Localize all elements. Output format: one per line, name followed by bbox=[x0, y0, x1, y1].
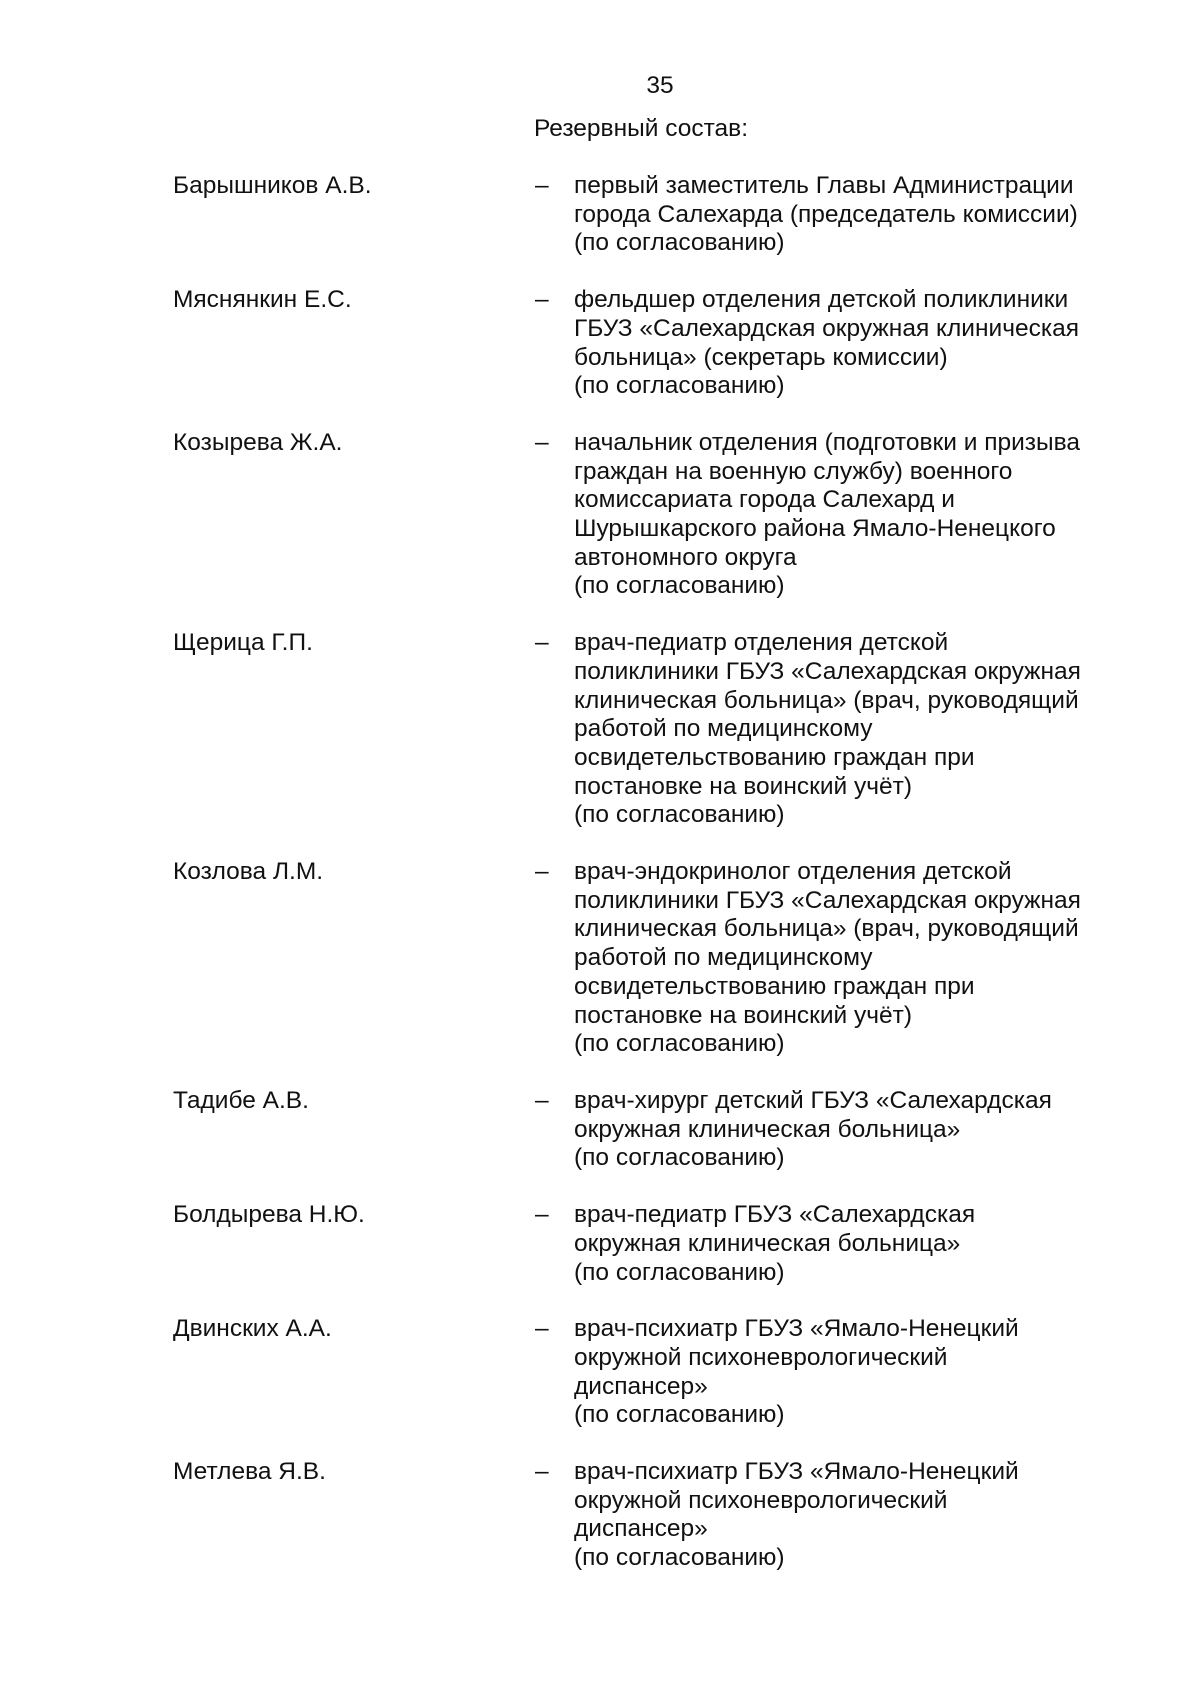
member-row bbox=[173, 858, 1133, 1059]
member-position-line: комиссариата города Салехард и bbox=[574, 486, 955, 514]
member-position bbox=[574, 286, 1133, 401]
dash-separator: – bbox=[535, 172, 549, 199]
member-position-line: врач-педиатр отделения детской bbox=[574, 629, 949, 657]
member-position-line: окружная клиническая больница» bbox=[574, 1229, 961, 1257]
member-name: Козлова Л.М. bbox=[173, 858, 324, 886]
page-number: 35 bbox=[646, 72, 674, 99]
member-position bbox=[574, 1458, 1133, 1573]
member-position bbox=[574, 1087, 1133, 1173]
member-position bbox=[574, 1315, 1133, 1430]
reserve-members-list bbox=[173, 172, 1133, 1601]
member-position-line: клиническая больница» (врач, руководящий bbox=[574, 686, 1079, 714]
member-position-line: (по согласованию) bbox=[574, 1144, 785, 1172]
dash-separator: – bbox=[535, 1201, 549, 1229]
member-position-line: окружная клиническая больница» bbox=[574, 1115, 961, 1143]
member-name: Мяснянкин Е.С. bbox=[173, 286, 352, 314]
member-name: Барышников А.В. bbox=[173, 172, 372, 199]
member-position-line: больница» (секретарь комиссии) bbox=[574, 343, 948, 371]
member-position-line: (по согласованию) bbox=[574, 372, 785, 400]
member-position-line: окружной психоневрологический bbox=[574, 1343, 948, 1371]
dash-separator: – bbox=[535, 428, 549, 456]
section-title: Резервный состав: bbox=[534, 115, 749, 142]
member-position-line: (по согласованию) bbox=[574, 572, 785, 600]
dash-separator: – bbox=[535, 1315, 549, 1343]
dash-separator: – bbox=[535, 1458, 549, 1486]
member-name: Козырева Ж.А. bbox=[173, 428, 343, 456]
member-name: Метлева Я.В. bbox=[173, 1458, 326, 1486]
member-position-line: (по согласованию) bbox=[574, 801, 785, 829]
member-position-line: фельдшер отделения детской поликлиники bbox=[574, 286, 1069, 314]
member-position-line: начальник отделения (подготовки и призыва bbox=[574, 428, 1080, 456]
member-position-line: постановке на воинский учёт) bbox=[574, 772, 913, 800]
member-position-line: постановке на воинский учёт) bbox=[574, 1001, 913, 1029]
dash-separator: – bbox=[535, 286, 549, 314]
member-position-line: Шурышкарского района Ямало-Ненецкого bbox=[574, 515, 1056, 543]
member-position-line: клиническая больница» (врач, руководящий bbox=[574, 915, 1079, 943]
member-position-line: врач-хирург детский ГБУЗ «Салехардская bbox=[574, 1086, 1052, 1114]
member-position-line: окружной психоневрологический bbox=[574, 1486, 948, 1514]
member-position-line: работой по медицинскому bbox=[574, 944, 873, 972]
member-position bbox=[574, 172, 1133, 258]
member-position-line: врач-педиатр ГБУЗ «Салехардская bbox=[574, 1201, 976, 1229]
dash-separator: – bbox=[535, 858, 549, 886]
member-position-line: освидетельствованию граждан при bbox=[574, 743, 975, 771]
member-row bbox=[173, 1087, 1133, 1173]
member-name: Болдырева Н.Ю. bbox=[173, 1201, 365, 1229]
member-row bbox=[173, 1458, 1133, 1573]
member-position bbox=[574, 858, 1133, 1059]
member-row bbox=[173, 1315, 1133, 1430]
member-position-line: города Салехарда (председатель комиссии) bbox=[574, 200, 1078, 228]
dash-separator: – bbox=[535, 1086, 549, 1114]
member-position-line: (по согласованию) bbox=[574, 1544, 785, 1572]
member-position-line: (по согласованию) bbox=[574, 1401, 785, 1429]
member-row bbox=[173, 429, 1133, 601]
member-position-line: диспансер» bbox=[574, 1515, 708, 1543]
member-position-line: поликлиники ГБУЗ «Салехардская окружная bbox=[574, 886, 1081, 914]
member-name: Щерица Г.П. bbox=[173, 629, 313, 657]
member-name: Тадибе А.В. bbox=[173, 1086, 309, 1114]
member-position-line: врач-психиатр ГБУЗ «Ямало-Ненецкий bbox=[574, 1458, 1019, 1486]
member-position-line: работой по медицинскому bbox=[574, 715, 873, 743]
member-position-line: (по согласованию) bbox=[574, 229, 785, 257]
member-position-line: поликлиники ГБУЗ «Салехардская окружная bbox=[574, 657, 1081, 685]
dash-separator: – bbox=[535, 629, 549, 657]
member-position-line: ГБУЗ «Салехардская окружная клиническая bbox=[574, 314, 1080, 342]
member-position bbox=[574, 429, 1133, 601]
member-position-line: (по согласованию) bbox=[574, 1030, 785, 1058]
member-row bbox=[173, 286, 1133, 401]
member-position bbox=[574, 1201, 1133, 1287]
member-position bbox=[574, 629, 1133, 830]
member-position-line: освидетельствованию граждан при bbox=[574, 972, 975, 1000]
member-row bbox=[173, 172, 1133, 258]
member-position-line: врач-психиатр ГБУЗ «Ямало-Ненецкий bbox=[574, 1315, 1019, 1343]
member-position-line: диспансер» bbox=[574, 1372, 708, 1400]
member-position-line: врач-эндокринолог отделения детской bbox=[574, 858, 1012, 886]
member-position-line: граждан на военную службу) военного bbox=[574, 457, 1013, 485]
member-name: Двинских А.А. bbox=[173, 1315, 332, 1343]
member-position-line: (по согласованию) bbox=[574, 1258, 785, 1286]
member-position-line: автономного округа bbox=[574, 543, 797, 571]
member-position-line: первый заместитель Главы Администрации bbox=[574, 172, 1074, 199]
member-row bbox=[173, 629, 1133, 830]
member-row bbox=[173, 1201, 1133, 1287]
